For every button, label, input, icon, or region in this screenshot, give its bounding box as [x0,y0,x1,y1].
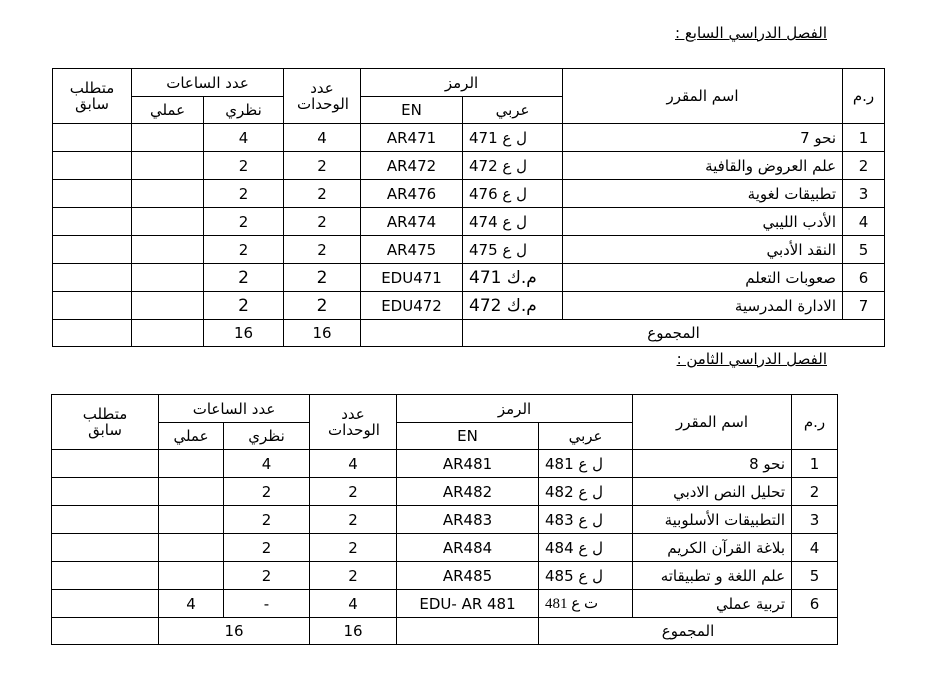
practical-cell [132,208,204,236]
practical-cell [132,292,204,320]
semester7-table [52,68,885,347]
code-en-cell: AR485 [397,562,539,590]
code-en-header: EN [361,97,463,124]
practical-cell [159,506,224,534]
practical-cell [132,124,204,152]
prereq-cell [52,618,159,645]
row-number-cell: 5 [843,236,885,264]
prereq-cell [53,152,132,180]
prereq-cell [52,534,159,562]
row-number-cell: 6 [792,590,838,618]
course-name-cell: نحو 8 [633,450,792,478]
theory-cell: 2 [224,562,310,590]
prereq-cell [53,208,132,236]
theory-cell: 2 [204,180,284,208]
theory-header: نظري [224,423,310,450]
code-ar-cell: م.ك 471 [463,264,563,292]
units-cell: 2 [284,208,361,236]
code-ar-cell: ل ع 482 [539,478,633,506]
theory-cell: 2 [224,478,310,506]
units-cell: 2 [310,562,397,590]
table-row [52,478,838,506]
prereq-cell [52,506,159,534]
row-number-cell: 4 [792,534,838,562]
row-number-cell: 6 [843,264,885,292]
code-ar-cell: ل ع 485 [539,562,633,590]
table-row [52,450,838,478]
code-en-cell: EDU471 [361,264,463,292]
practical-cell [159,450,224,478]
practical-cell [132,320,204,347]
code-en-header: EN [397,423,539,450]
row-number-cell: 4 [843,208,885,236]
code-en-cell: AR471 [361,124,463,152]
units-header: عدد الوحدات [310,395,397,450]
units-cell: 2 [284,292,361,320]
row-number-cell: 1 [843,124,885,152]
prereq-cell [53,320,132,347]
practical-cell [159,534,224,562]
prereq-cell [53,236,132,264]
code-en-cell: AR472 [361,152,463,180]
theory-cell: 2 [204,292,284,320]
code-ar-cell: م.ك 472 [463,292,563,320]
table-row [52,590,838,618]
theory-cell: 2 [224,506,310,534]
prereq-cell [52,450,159,478]
theory-cell: 2 [204,236,284,264]
units-cell: 2 [284,236,361,264]
prereq-cell [52,590,159,618]
prereq-header: متطلب سابق [52,395,159,450]
practical-header: عملي [159,423,224,450]
prereq-header: متطلب سابق [53,69,132,124]
table-row [53,236,885,264]
units-cell: 2 [284,180,361,208]
course-name-cell: تربية عملي [633,590,792,618]
course-name-header: اسم المقرر [633,395,792,450]
code-en-cell [397,618,539,645]
practical-cell [159,478,224,506]
course-name-cell: علم اللغة و تطبيقاته [633,562,792,590]
theory-header: نظري [204,97,284,124]
prereq-cell [53,292,132,320]
units-header: عدد الوحدات [284,69,361,124]
semester8-title: الفصل الدراسي الثامن : [676,350,827,368]
theory-cell: - [224,590,310,618]
table-row [53,152,885,180]
total-label: المجموع [463,320,885,347]
prereq-cell [53,124,132,152]
units-cell: 2 [310,534,397,562]
units-cell: 2 [284,264,361,292]
code-ar-cell: ل ع 471 [463,124,563,152]
total-units: 16 [310,618,397,645]
code-en-cell: EDU- AR 481 [397,590,539,618]
units-cell: 4 [284,124,361,152]
theory-cell: 2 [224,534,310,562]
units-cell: 2 [284,152,361,180]
code-ar-cell: ل ع 474 [463,208,563,236]
code-ar-cell: ل ع 476 [463,180,563,208]
row-number-header: ر.م [843,69,885,124]
course-name-cell: علم العروض والقافية [563,152,843,180]
total-label: المجموع [539,618,838,645]
theory-cell: 2 [204,152,284,180]
code-en-cell: AR476 [361,180,463,208]
prereq-cell [52,478,159,506]
practical-cell [132,264,204,292]
hours-header: عدد الساعات [159,395,310,423]
practical-cell [132,180,204,208]
course-name-cell: الادارة المدرسية [563,292,843,320]
practical-cell: 4 [159,590,224,618]
prereq-cell [53,264,132,292]
theory-cell: 4 [224,450,310,478]
table-row [53,124,885,152]
practical-header: عملي [132,97,204,124]
total-row [52,618,838,645]
course-name-cell: تحليل النص الادبي [633,478,792,506]
practical-cell [132,236,204,264]
row-number-cell: 5 [792,562,838,590]
table-row [52,506,838,534]
code-ar-cell: ل ع 483 [539,506,633,534]
total-row [53,320,885,347]
course-name-cell: نحو 7 [563,124,843,152]
code-en-cell: AR483 [397,506,539,534]
course-name-header: اسم المقرر [563,69,843,124]
row-number-cell: 7 [843,292,885,320]
table-row [53,292,885,320]
theory-cell: 2 [204,208,284,236]
table-row [53,208,885,236]
total-units: 16 [284,320,361,347]
table-row [52,534,838,562]
code-en-cell: AR481 [397,450,539,478]
code-en-cell: AR482 [397,478,539,506]
theory-cell: 4 [204,124,284,152]
table-row [53,180,885,208]
prereq-cell [53,180,132,208]
code-header: الرمز [361,69,563,97]
units-cell: 4 [310,590,397,618]
code-ar-cell: ت ع 481 [539,590,633,618]
code-en-cell: AR474 [361,208,463,236]
code-header: الرمز [397,395,633,423]
theory-cell: 2 [204,264,284,292]
course-name-cell: التطبيقات الأسلوبية [633,506,792,534]
course-name-cell: تطبيقات لغوية [563,180,843,208]
code-ar-header: عربي [539,423,633,450]
row-number-cell: 1 [792,450,838,478]
course-name-cell: بلاغة القرآن الكريم [633,534,792,562]
code-ar-cell: ل ع 481 [539,450,633,478]
units-cell: 4 [310,450,397,478]
code-en-cell: AR484 [397,534,539,562]
units-cell: 2 [310,506,397,534]
prereq-cell [52,562,159,590]
course-name-cell: صعوبات التعلم [563,264,843,292]
practical-cell [132,152,204,180]
table-row [53,264,885,292]
code-en-cell [361,320,463,347]
practical-cell [159,562,224,590]
row-number-cell: 3 [843,180,885,208]
code-ar-cell: ل ع 472 [463,152,563,180]
course-name-cell: النقد الأدبي [563,236,843,264]
code-ar-cell: ل ع 484 [539,534,633,562]
row-number-cell: 2 [843,152,885,180]
row-number-cell: 3 [792,506,838,534]
row-number-header: ر.م [792,395,838,450]
total-hours: 16 [159,618,310,645]
course-name-cell: الأدب الليبي [563,208,843,236]
code-en-cell: EDU472 [361,292,463,320]
code-en-cell: AR475 [361,236,463,264]
code-ar-cell: ل ع 475 [463,236,563,264]
hours-header: عدد الساعات [132,69,284,97]
semester8-table [51,394,838,645]
code-ar-header: عربي [463,97,563,124]
total-theory: 16 [204,320,284,347]
table-row [52,562,838,590]
semester7-title: الفصل الدراسي السابع : [675,24,827,42]
units-cell: 2 [310,478,397,506]
row-number-cell: 2 [792,478,838,506]
